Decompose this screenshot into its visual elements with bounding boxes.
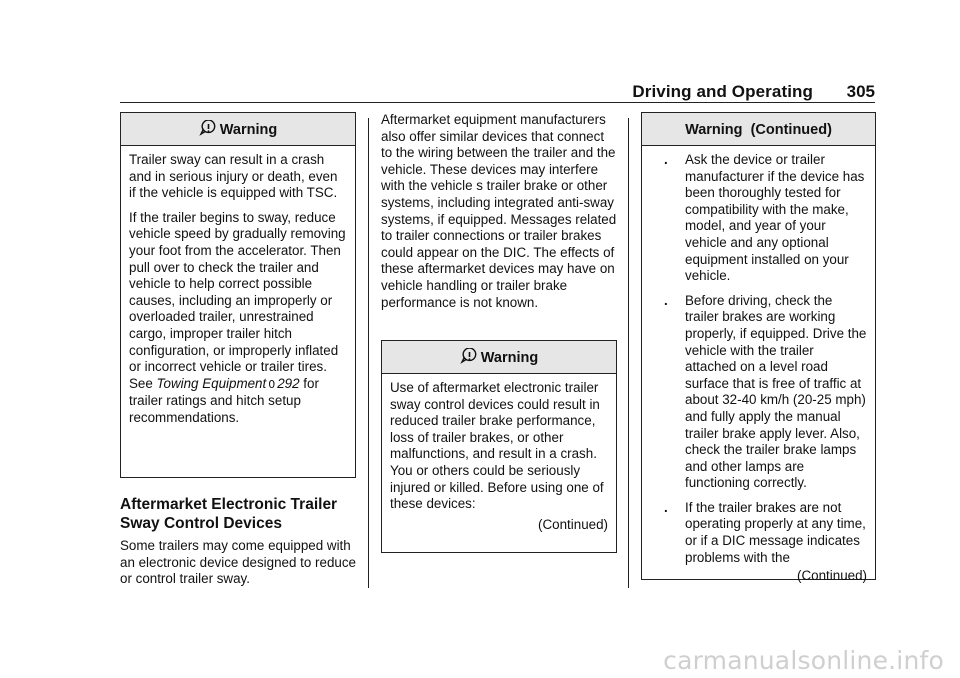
cross-reference-page[interactable]: 292	[277, 375, 300, 391]
page-ref-icon: 0	[268, 377, 276, 391]
watermark: carmanualsonline.info	[663, 646, 944, 675]
section-heading: Aftermarket Electronic Trailer Sway Control Devices	[120, 496, 338, 532]
warning-header	[642, 113, 875, 146]
warning-header	[121, 113, 355, 146]
warning-title: Warning (Continued)	[685, 122, 832, 138]
warning-box-continued	[641, 112, 876, 584]
warning-box-trailer-sway	[120, 112, 356, 478]
warning-title: Warning	[219, 122, 278, 138]
warning-bullet-list	[650, 152, 867, 566]
warning-paragraph: Trailer sway can result in a crash and in serious injury or death, even if the vehicle is equipped with TSC.	[129, 152, 338, 201]
warning-icon	[460, 344, 477, 378]
warning-box-aftermarket	[381, 340, 617, 553]
warning-body	[382, 374, 616, 513]
bullet-item	[650, 152, 867, 285]
warning-icon	[199, 116, 216, 150]
continued-label: (Continued)	[538, 516, 608, 532]
section-title: Driving and Operating	[632, 82, 813, 101]
section-body	[120, 538, 356, 588]
warning-text: for trailer ratings and hitch setup recommendations.	[129, 375, 319, 425]
page-number: 305	[846, 82, 875, 101]
continued-label: (Continued)	[797, 568, 867, 584]
middle-text	[381, 112, 617, 311]
header-rule	[120, 102, 875, 103]
warning-body	[642, 146, 875, 566]
cross-reference-link[interactable]: Towing Equipment	[156, 375, 267, 391]
warning-text: If the trailer begins to sway, reduce vehicle speed by gradually removing your foot from the accelerator. Then pull over to check the trailer and vehicle to help correct possible causes, including an improperly or overloaded trailer, unrestrained cargo, improper trailer hitch configuration, or improperly inflated or incorrect vehicle or trailer tires. See	[129, 209, 346, 391]
bullet-text: Ask the device or trailer manufacturer if the device has been thoroughly tested for compatibility with the make, model, and year of your vehicle and any optional equipment installed on your vehicle.	[685, 152, 865, 284]
column-divider-1	[368, 118, 369, 588]
bullet-item	[650, 500, 867, 566]
warning-header	[382, 341, 616, 374]
warning-body	[121, 146, 355, 427]
body-paragraph: Some trailers may come equipped with an electronic device designed to reduce or control trailer sway.	[120, 538, 356, 587]
bullet-text: Before driving, check the trailer brakes are working properly, if equipped. Drive the vehicle with the trailer attached on a level road surface that is free of traffic at about 32-40 km/h (20-25 mph) and fully apply the manual trailer brake apply lever. Also, check the trailer brake lamps and other lamps are functioning correctly.	[685, 292, 867, 491]
bullet-icon: .	[664, 499, 668, 515]
bullet-icon: .	[664, 152, 668, 167]
warning-paragraph: Use of aftermarket electronic trailer sway control devices could result in reduced trailer brake performance, loss of trailer brakes, or other malfunctions, and result in a crash. You or others could be seriously injured or killed. Before using one of these devices:	[390, 380, 604, 512]
warning-title: Warning	[480, 350, 539, 366]
bullet-item	[650, 293, 867, 492]
bullet-icon: .	[664, 292, 668, 308]
page-header	[120, 82, 875, 104]
body-paragraph: Aftermarket equipment manufacturers also offer similar devices that connect to the wiring between the trailer and the vehicle. These devices may interfere with the vehicle s trailer brake or other systems, including integrated anti-sway systems, if equipped. Messages related to trailer connections or trailer brakes could appear on the DIC. The effects of these aftermarket devices may have on vehicle handling or trailer brake performance is not known.	[381, 112, 617, 310]
warning-paragraph	[129, 210, 347, 427]
bullet-text: If the trailer brakes are not operating properly at any time, or if a DIC message indicates problems with the	[685, 499, 866, 565]
column-divider-2	[628, 118, 629, 588]
